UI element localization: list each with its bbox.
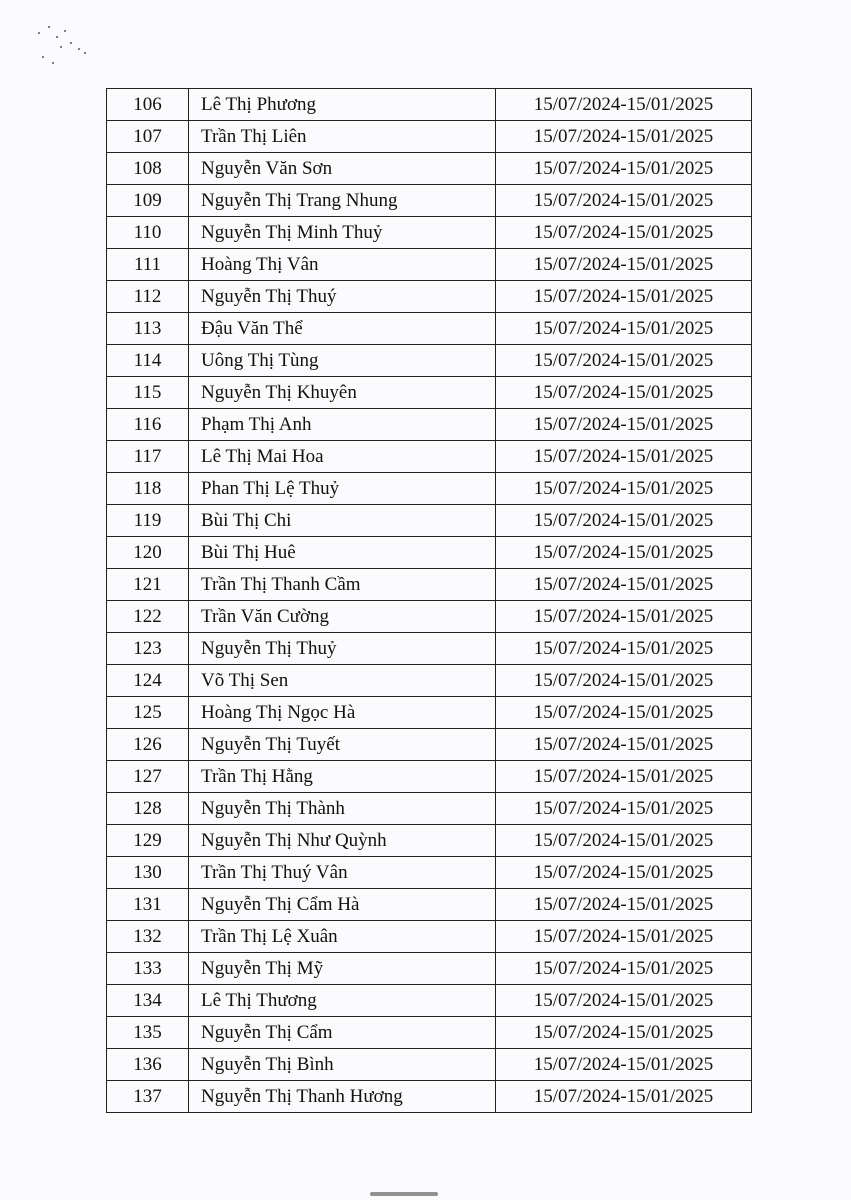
person-name: Nguyễn Thị Thanh Hương [189,1081,496,1113]
person-name: Nguyễn Thị Thành [189,793,496,825]
person-name: Đậu Văn Thể [189,313,496,345]
date-range: 15/07/2024-15/01/2025 [496,1081,752,1113]
table-row [107,505,752,537]
person-name: Nguyễn Thị Minh Thuỷ [189,217,496,249]
row-number: 129 [107,825,189,857]
person-name: Trần Thị Thuý Vân [189,857,496,889]
row-number: 137 [107,1081,189,1113]
person-name: Lê Thị Thương [189,985,496,1017]
person-name: Nguyễn Văn Sơn [189,153,496,185]
row-number: 133 [107,953,189,985]
row-number: 131 [107,889,189,921]
date-range: 15/07/2024-15/01/2025 [496,729,752,761]
date-range: 15/07/2024-15/01/2025 [496,953,752,985]
date-range: 15/07/2024-15/01/2025 [496,889,752,921]
person-name: Nguyễn Thị Mỹ [189,953,496,985]
date-range: 15/07/2024-15/01/2025 [496,921,752,953]
table-row [107,761,752,793]
roster-table [106,88,752,1113]
table-row [107,569,752,601]
row-number: 122 [107,601,189,633]
row-number: 124 [107,665,189,697]
person-name: Nguyễn Thị Như Quỳnh [189,825,496,857]
row-number: 112 [107,281,189,313]
row-number: 116 [107,409,189,441]
date-range: 15/07/2024-15/01/2025 [496,601,752,633]
table-row [107,729,752,761]
table-row [107,281,752,313]
row-number: 135 [107,1017,189,1049]
date-range: 15/07/2024-15/01/2025 [496,121,752,153]
person-name: Võ Thị Sen [189,665,496,697]
person-name: Phan Thị Lệ Thuỷ [189,473,496,505]
date-range: 15/07/2024-15/01/2025 [496,505,752,537]
date-range: 15/07/2024-15/01/2025 [496,537,752,569]
table-row [107,345,752,377]
row-number: 120 [107,537,189,569]
row-number: 106 [107,89,189,121]
table-row [107,121,752,153]
row-number: 115 [107,377,189,409]
date-range: 15/07/2024-15/01/2025 [496,697,752,729]
table-row [107,89,752,121]
row-number: 136 [107,1049,189,1081]
row-number: 118 [107,473,189,505]
date-range: 15/07/2024-15/01/2025 [496,761,752,793]
person-name: Hoàng Thị Ngọc Hà [189,697,496,729]
row-number: 107 [107,121,189,153]
table-row [107,313,752,345]
date-range: 15/07/2024-15/01/2025 [496,857,752,889]
date-range: 15/07/2024-15/01/2025 [496,665,752,697]
person-name: Bùi Thị Huê [189,537,496,569]
person-name: Nguyễn Thị Trang Nhung [189,185,496,217]
row-number: 121 [107,569,189,601]
date-range: 15/07/2024-15/01/2025 [496,185,752,217]
person-name: Nguyễn Thị Khuyên [189,377,496,409]
table-row [107,537,752,569]
row-number: 125 [107,697,189,729]
row-number: 130 [107,857,189,889]
table-row [107,1017,752,1049]
roster-table-body [107,89,752,1113]
person-name: Nguyễn Thị Cẩm [189,1017,496,1049]
table-row [107,985,752,1017]
table-row [107,793,752,825]
person-name: Nguyễn Thị Thuý [189,281,496,313]
date-range: 15/07/2024-15/01/2025 [496,345,752,377]
person-name: Trần Thị Lệ Xuân [189,921,496,953]
table-row [107,889,752,921]
date-range: 15/07/2024-15/01/2025 [496,473,752,505]
table-row [107,153,752,185]
table-row [107,825,752,857]
table-row [107,185,752,217]
row-number: 108 [107,153,189,185]
date-range: 15/07/2024-15/01/2025 [496,569,752,601]
table-row [107,249,752,281]
table-row [107,473,752,505]
row-number: 126 [107,729,189,761]
date-range: 15/07/2024-15/01/2025 [496,1049,752,1081]
date-range: 15/07/2024-15/01/2025 [496,825,752,857]
row-number: 132 [107,921,189,953]
person-name: Phạm Thị Anh [189,409,496,441]
person-name: Trần Thị Hằng [189,761,496,793]
table-row [107,857,752,889]
row-number: 111 [107,249,189,281]
person-name: Trần Thị Thanh Cầm [189,569,496,601]
date-range: 15/07/2024-15/01/2025 [496,633,752,665]
table-row [107,217,752,249]
date-range: 15/07/2024-15/01/2025 [496,1017,752,1049]
table-row [107,1081,752,1113]
person-name: Bùi Thị Chi [189,505,496,537]
table-row [107,1049,752,1081]
date-range: 15/07/2024-15/01/2025 [496,985,752,1017]
date-range: 15/07/2024-15/01/2025 [496,441,752,473]
row-number: 123 [107,633,189,665]
person-name: Lê Thị Phương [189,89,496,121]
date-range: 15/07/2024-15/01/2025 [496,89,752,121]
table-row [107,409,752,441]
date-range: 15/07/2024-15/01/2025 [496,793,752,825]
person-name: Nguyễn Thị Bình [189,1049,496,1081]
table-row [107,441,752,473]
table-row [107,633,752,665]
person-name: Nguyễn Thị Cẩm Hà [189,889,496,921]
table-row [107,921,752,953]
person-name: Nguyễn Thị Tuyết [189,729,496,761]
date-range: 15/07/2024-15/01/2025 [496,153,752,185]
row-number: 114 [107,345,189,377]
date-range: 15/07/2024-15/01/2025 [496,249,752,281]
table-row [107,377,752,409]
table-row [107,697,752,729]
row-number: 119 [107,505,189,537]
row-number: 128 [107,793,189,825]
table-row [107,665,752,697]
date-range: 15/07/2024-15/01/2025 [496,409,752,441]
date-range: 15/07/2024-15/01/2025 [496,281,752,313]
page-edge-mark [370,1192,438,1196]
person-name: Trần Thị Liên [189,121,496,153]
row-number: 113 [107,313,189,345]
row-number: 134 [107,985,189,1017]
date-range: 15/07/2024-15/01/2025 [496,377,752,409]
scan-noise-specks [34,22,94,67]
person-name: Nguyễn Thị Thuỷ [189,633,496,665]
row-number: 109 [107,185,189,217]
date-range: 15/07/2024-15/01/2025 [496,217,752,249]
row-number: 127 [107,761,189,793]
row-number: 110 [107,217,189,249]
person-name: Lê Thị Mai Hoa [189,441,496,473]
person-name: Trần Văn Cường [189,601,496,633]
table-row [107,953,752,985]
row-number: 117 [107,441,189,473]
date-range: 15/07/2024-15/01/2025 [496,313,752,345]
table-row [107,601,752,633]
person-name: Hoàng Thị Vân [189,249,496,281]
person-name: Uông Thị Tùng [189,345,496,377]
